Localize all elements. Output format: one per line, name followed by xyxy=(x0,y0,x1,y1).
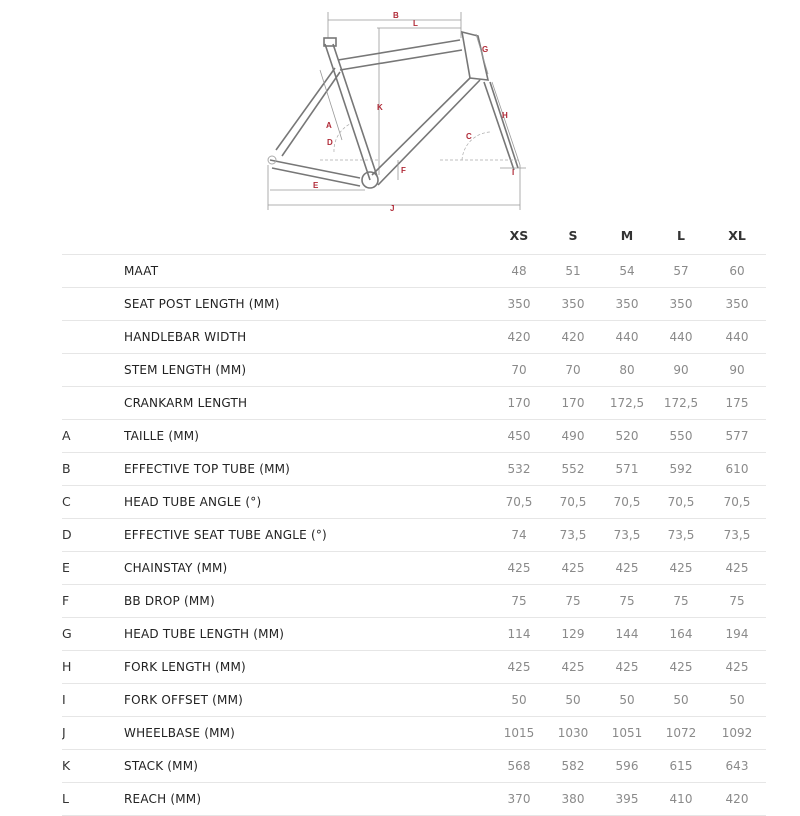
row-letter: E xyxy=(62,560,70,575)
value-xl: 70,5 xyxy=(723,495,751,509)
value-xl: 194 xyxy=(725,627,749,641)
row-letter xyxy=(62,255,124,288)
value-l: 73,5 xyxy=(667,528,695,542)
table-row xyxy=(62,255,766,288)
fork-blade xyxy=(484,82,514,170)
value-s: 420 xyxy=(561,330,585,344)
table-row xyxy=(62,354,766,387)
value-l: 425 xyxy=(669,561,693,575)
value-l: 425 xyxy=(669,660,693,674)
frame-diagram-svg xyxy=(0,0,800,220)
row-letter: A xyxy=(62,428,71,443)
value-xs: 532 xyxy=(507,462,531,476)
seat-tube-inner xyxy=(333,44,377,176)
row-name: HEAD TUBE ANGLE (°) xyxy=(124,495,262,509)
value-xl: 175 xyxy=(725,396,749,410)
value-xl: 90 xyxy=(729,363,745,377)
row-letter xyxy=(62,321,124,354)
geometry-table xyxy=(62,218,766,816)
row-name: CHAINSTAY (MM) xyxy=(124,561,228,575)
chain-stay xyxy=(270,160,360,178)
value-m: 395 xyxy=(615,792,639,806)
value-xs: 114 xyxy=(507,627,531,641)
dim-label-b: B xyxy=(393,11,399,20)
value-xs: 568 xyxy=(507,759,531,773)
value-xs: 425 xyxy=(507,561,531,575)
value-s: 425 xyxy=(561,660,585,674)
value-m: 425 xyxy=(615,660,639,674)
table-row xyxy=(62,387,766,420)
table-row xyxy=(62,651,766,684)
value-s: 425 xyxy=(561,561,585,575)
value-s: 50 xyxy=(565,693,581,707)
row-letter: L xyxy=(62,791,69,806)
dim-d-arc xyxy=(334,124,350,152)
value-xl: 60 xyxy=(729,264,745,278)
value-m: 144 xyxy=(615,627,639,641)
value-l: 350 xyxy=(669,297,693,311)
value-s: 73,5 xyxy=(559,528,587,542)
row-name: BB DROP (MM) xyxy=(124,594,215,608)
value-l: 615 xyxy=(669,759,693,773)
value-m: 80 xyxy=(619,363,635,377)
value-m: 75 xyxy=(619,594,635,608)
value-l: 50 xyxy=(673,693,689,707)
value-xl: 1092 xyxy=(721,726,753,740)
value-l: 172,5 xyxy=(663,396,699,410)
top-tube-inner xyxy=(340,50,462,70)
dim-label-h: H xyxy=(502,111,508,120)
value-m: 1051 xyxy=(611,726,643,740)
value-m: 425 xyxy=(615,561,639,575)
row-letter: G xyxy=(62,626,72,641)
table-row xyxy=(62,684,766,717)
header-size-s: S xyxy=(568,228,578,243)
row-name: STACK (MM) xyxy=(124,759,199,773)
value-xl: 643 xyxy=(725,759,749,773)
value-xl: 425 xyxy=(725,660,749,674)
value-s: 129 xyxy=(561,627,585,641)
value-m: 571 xyxy=(615,462,639,476)
value-s: 170 xyxy=(561,396,585,410)
value-l: 550 xyxy=(669,429,693,443)
value-l: 1072 xyxy=(665,726,697,740)
header-row xyxy=(62,218,766,255)
dim-label-a: A xyxy=(326,121,332,130)
dim-label-k: K xyxy=(377,103,383,112)
row-name: TAILLE (MM) xyxy=(124,429,200,443)
row-name: CRANKARM LENGTH xyxy=(124,396,248,410)
row-name: HANDLEBAR WIDTH xyxy=(124,330,247,344)
value-s: 51 xyxy=(565,264,581,278)
value-xl: 425 xyxy=(725,561,749,575)
header-size-l: L xyxy=(677,228,685,243)
table-row xyxy=(62,585,766,618)
value-s: 350 xyxy=(561,297,585,311)
value-xs: 50 xyxy=(511,693,527,707)
value-xs: 450 xyxy=(507,429,531,443)
down-tube xyxy=(372,78,470,175)
row-name: STEM LENGTH (MM) xyxy=(124,363,247,377)
header-letter xyxy=(62,218,124,255)
row-letter: B xyxy=(62,461,71,476)
row-letter: D xyxy=(62,527,72,542)
table-row xyxy=(62,453,766,486)
dim-label-i: I xyxy=(512,168,515,177)
dim-label-f: F xyxy=(401,166,406,175)
row-letter xyxy=(62,387,124,420)
value-s: 70 xyxy=(565,363,581,377)
value-s: 490 xyxy=(561,429,585,443)
value-l: 410 xyxy=(669,792,693,806)
value-xl: 50 xyxy=(729,693,745,707)
value-l: 440 xyxy=(669,330,693,344)
value-xs: 370 xyxy=(507,792,531,806)
table-body xyxy=(62,255,766,816)
value-xs: 74 xyxy=(511,528,527,542)
value-xl: 420 xyxy=(725,792,749,806)
table-row xyxy=(62,750,766,783)
row-letter: I xyxy=(62,692,66,707)
row-letter xyxy=(62,354,124,387)
dim-label-j: J xyxy=(390,204,395,213)
value-l: 592 xyxy=(669,462,693,476)
row-name: MAAT xyxy=(124,264,159,278)
dim-label-d: D xyxy=(327,138,333,147)
dim-h-line xyxy=(492,82,520,165)
table-row xyxy=(62,420,766,453)
top-tube xyxy=(338,40,460,60)
value-s: 75 xyxy=(565,594,581,608)
value-m: 50 xyxy=(619,693,635,707)
header-name xyxy=(124,218,492,255)
row-letter: C xyxy=(62,494,71,509)
row-name: EFFECTIVE TOP TUBE (MM) xyxy=(124,462,291,476)
row-name: SEAT POST LENGTH (MM) xyxy=(124,297,280,311)
value-xl: 440 xyxy=(725,330,749,344)
value-m: 350 xyxy=(615,297,639,311)
fork-blade-inner xyxy=(490,82,518,168)
value-s: 1030 xyxy=(557,726,589,740)
value-s: 582 xyxy=(561,759,585,773)
row-letter: J xyxy=(62,725,66,740)
table-row xyxy=(62,552,766,585)
value-xs: 1015 xyxy=(503,726,535,740)
value-xl: 73,5 xyxy=(723,528,751,542)
value-xs: 70,5 xyxy=(505,495,533,509)
value-xs: 170 xyxy=(507,396,531,410)
row-name: EFFECTIVE SEAT TUBE ANGLE (°) xyxy=(124,528,327,542)
value-xl: 610 xyxy=(725,462,749,476)
value-s: 552 xyxy=(561,462,585,476)
value-xl: 577 xyxy=(725,429,749,443)
value-m: 172,5 xyxy=(609,396,645,410)
row-name: REACH (MM) xyxy=(124,792,202,806)
value-m: 70,5 xyxy=(613,495,641,509)
row-letter: H xyxy=(62,659,72,674)
value-l: 90 xyxy=(673,363,689,377)
value-m: 596 xyxy=(615,759,639,773)
table-row xyxy=(62,288,766,321)
header-size-xs: XS xyxy=(509,228,529,243)
row-name: FORK OFFSET (MM) xyxy=(124,693,244,707)
value-l: 164 xyxy=(669,627,693,641)
value-m: 73,5 xyxy=(613,528,641,542)
value-xs: 350 xyxy=(507,297,531,311)
value-l: 57 xyxy=(673,264,689,278)
table-row xyxy=(62,618,766,651)
head-tube xyxy=(462,32,488,80)
value-l: 70,5 xyxy=(667,495,695,509)
dim-label-g: G xyxy=(482,45,489,54)
value-xs: 70 xyxy=(511,363,527,377)
value-s: 380 xyxy=(561,792,585,806)
row-letter: K xyxy=(62,758,71,773)
value-xl: 350 xyxy=(725,297,749,311)
value-s: 70,5 xyxy=(559,495,587,509)
seat-tube xyxy=(325,44,370,180)
frame-geometry-diagram xyxy=(0,0,800,220)
value-xs: 425 xyxy=(507,660,531,674)
row-letter: F xyxy=(62,593,70,608)
value-xs: 48 xyxy=(511,264,527,278)
value-m: 54 xyxy=(619,264,635,278)
value-m: 440 xyxy=(615,330,639,344)
down-tube-lower xyxy=(378,80,480,185)
header-size-m: M xyxy=(620,228,634,243)
table-row xyxy=(62,486,766,519)
dim-label-l: L xyxy=(413,19,418,28)
dim-label-c: C xyxy=(466,132,472,141)
row-name: WHEELBASE (MM) xyxy=(124,726,236,740)
dim-g-line xyxy=(476,34,488,74)
dim-label-e: E xyxy=(313,181,319,190)
table-row xyxy=(62,321,766,354)
value-xl: 75 xyxy=(729,594,745,608)
table-row xyxy=(62,783,766,816)
value-xs: 75 xyxy=(511,594,527,608)
row-name: HEAD TUBE LENGTH (MM) xyxy=(124,627,285,641)
header-size-xl: XL xyxy=(728,228,746,243)
row-name: FORK LENGTH (MM) xyxy=(124,660,246,674)
table-row xyxy=(62,519,766,552)
value-xs: 420 xyxy=(507,330,531,344)
table-row xyxy=(62,717,766,750)
row-letter xyxy=(62,288,124,321)
value-m: 520 xyxy=(615,429,639,443)
value-l: 75 xyxy=(673,594,689,608)
